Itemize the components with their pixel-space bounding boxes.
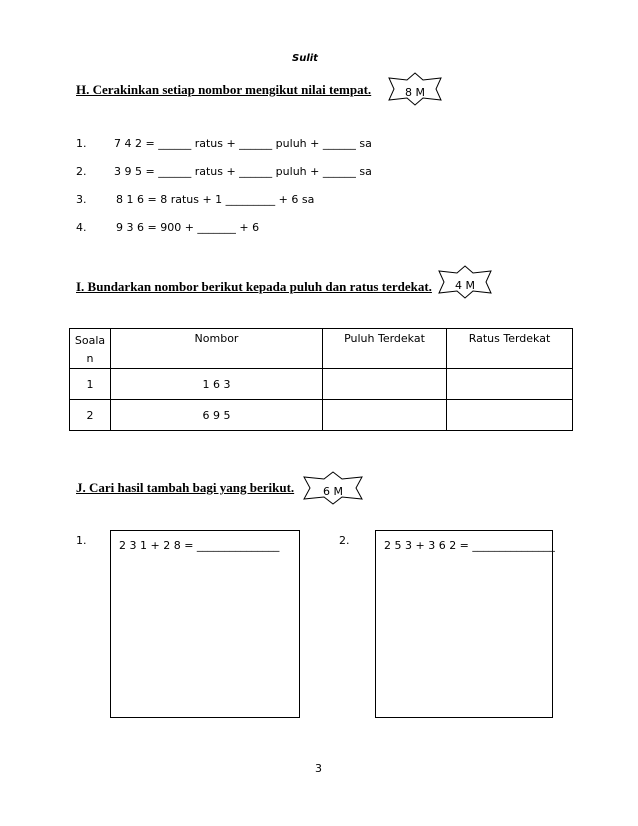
h-item-1-text: 7 4 2 = ______ ratus + ______ puluh + ______ sa [114, 137, 372, 150]
cell-nombor: 6 9 5 [111, 400, 323, 431]
h-item-4-number: 4. [76, 221, 87, 234]
header-soalan: Soala n [70, 329, 111, 369]
header-ratus-terdekat: Ratus Terdekat [447, 329, 573, 369]
cell-soalan: 1 [70, 369, 111, 400]
table-row [70, 400, 573, 431]
marks-badge-h [385, 72, 445, 106]
j-item-1-number: 1. [76, 534, 87, 547]
cell-ratus-answer[interactable] [447, 369, 573, 400]
j-item-2-number: 2. [339, 534, 350, 547]
cell-ratus-answer[interactable] [447, 400, 573, 431]
marks-label-h: 8 M [405, 85, 425, 99]
h-item-4-text: 9 3 6 = 900 + _______ + 6 [116, 221, 260, 234]
answer-box-1[interactable] [110, 530, 300, 718]
j-item-2-text: 2 5 3 + 3 6 2 = _______________ [384, 539, 555, 552]
table-header-row [70, 329, 573, 369]
header-sulit: Sulit [292, 53, 318, 64]
h-item-3-text: 8 1 6 = 8 ratus + 1 _________ + 6 sa [116, 193, 315, 206]
marks-badge-i [435, 265, 495, 299]
marks-badge-j [300, 471, 366, 505]
header-nombor: Nombor [111, 329, 323, 369]
h-item-1-number: 1. [76, 137, 87, 150]
h-item-2-text: 3 9 5 = ______ ratus + ______ puluh + ______ sa [114, 165, 372, 178]
h-item-3-number: 3. [76, 193, 87, 206]
h-item-2-number: 2. [76, 165, 87, 178]
section-j-title: J. Cari hasil tambah bagi yang berikut. [76, 480, 295, 495]
cell-puluh-answer[interactable] [323, 400, 447, 431]
marks-label-j: 6 M [323, 484, 343, 498]
j-item-1-text: 2 3 1 + 2 8 = _______________ [119, 539, 280, 552]
answer-box-2[interactable] [375, 530, 553, 718]
section-i-title: I. Bundarkan nombor berikut kepada puluh dan ratus terdekat. [76, 279, 432, 294]
table-row [70, 369, 573, 400]
cell-soalan: 2 [70, 400, 111, 431]
section-h-title: H. Cerakinkan setiap nombor mengikut nilai tempat. [76, 82, 372, 97]
page-number: 3 [315, 762, 322, 775]
cell-puluh-answer[interactable] [323, 369, 447, 400]
header-puluh-terdekat: Puluh Terdekat [323, 329, 447, 369]
marks-label-i: 4 M [455, 278, 475, 292]
rounding-table [69, 328, 573, 431]
cell-nombor: 1 6 3 [111, 369, 323, 400]
